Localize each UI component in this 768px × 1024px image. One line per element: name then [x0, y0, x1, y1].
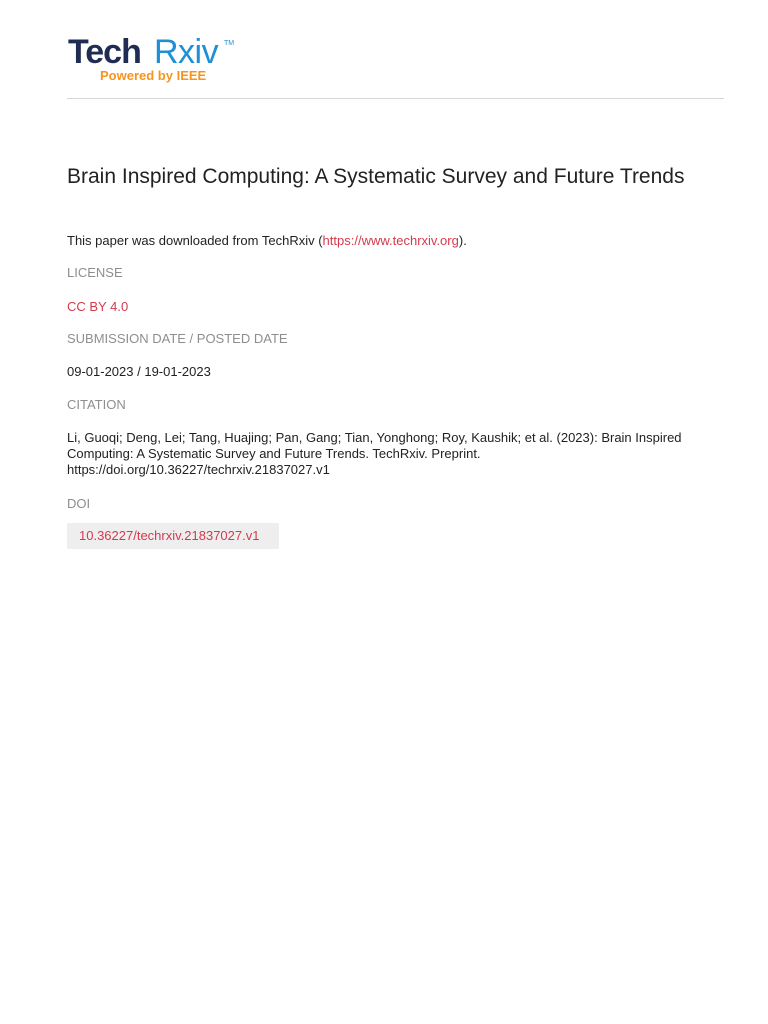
citation-line-2: Computing: A Systematic Survey and Future Trends. TechRxiv. Preprint.: [67, 446, 481, 461]
doi-label: DOI: [67, 496, 91, 511]
logo-powered-by: Powered by IEEE: [100, 68, 207, 83]
license-label: LICENSE: [67, 265, 123, 280]
logo-trademark: TM: [224, 40, 235, 47]
logo-rxiv-text: Rxiv: [154, 33, 219, 71]
header-divider: [67, 98, 724, 99]
citation-label: CITATION: [67, 397, 126, 412]
techrxiv-link[interactable]: https://www.techrxiv.org: [322, 233, 459, 248]
license-link[interactable]: CC BY 4.0: [67, 299, 129, 314]
download-notice-suffix: ).: [458, 233, 467, 248]
dates-label: SUBMISSION DATE / POSTED DATE: [67, 331, 288, 346]
download-notice-prefix: This paper was downloaded from TechRxiv (: [67, 233, 323, 248]
citation-line-3: https://doi.org/10.36227/techrxiv.21837027.v1: [67, 462, 330, 477]
dates-value: 09-01-2023 / 19-01-2023: [67, 364, 211, 379]
download-notice: [67, 233, 467, 249]
citation-line-1: Li, Guoqi; Deng, Lei; Tang, Huajing; Pan, Gang; Tian, Yonghong; Roy, Kaushik; et al. (2023): Brain Inspired: [67, 430, 682, 445]
doi-box: [67, 523, 279, 549]
doi-link[interactable]: 10.36227/techrxiv.21837027.v1: [79, 528, 260, 543]
paper-title: Brain Inspired Computing: A Systematic Survey and Future Trends: [67, 165, 685, 188]
logo-tech-text: Tech: [68, 33, 141, 71]
citation-text: [67, 430, 727, 478]
techrxiv-logo[interactable]: [68, 34, 248, 90]
